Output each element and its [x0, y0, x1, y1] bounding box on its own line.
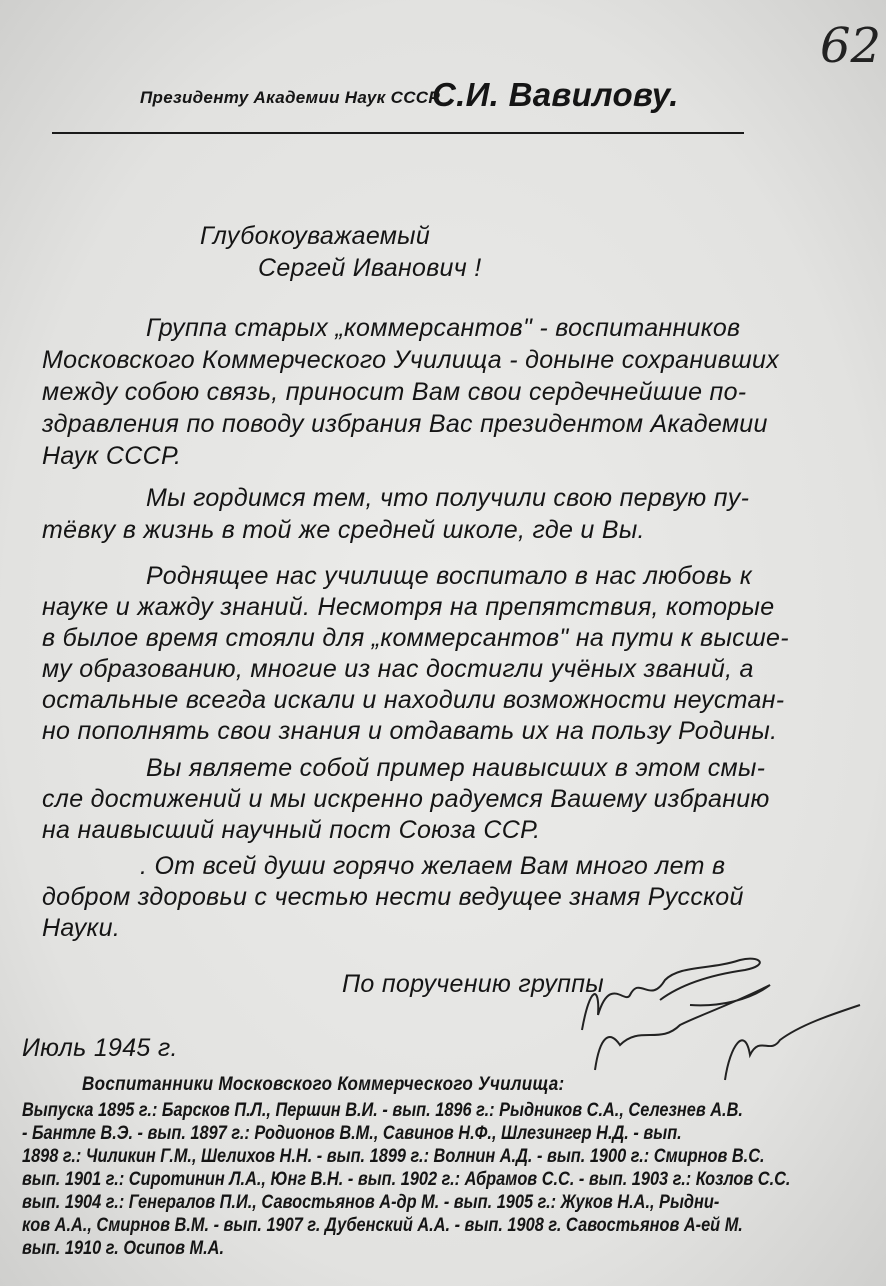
date: Июль 1945 г. [22, 1034, 178, 1062]
body-line: . От всей души горячо желаем Вам много лет в [140, 852, 726, 880]
body-line: Мы гордимся тем, что получили свою первую пу- [146, 484, 750, 512]
body-line: Наук СССР. [42, 442, 182, 470]
salutation-line-1: Глубокоуважаемый [200, 222, 431, 250]
alumni-line: 1898 г.: Чиликин Г.М., Шелихов Н.Н. - вып. 1899 г.: Волнин А.Д. - вып. 1900 г.: Смирнов В.С. [22, 1146, 765, 1167]
list-title: Воспитанники Московского Коммерческого Училища: [82, 1074, 565, 1095]
alumni-line: ков А.А., Смирнов В.М. - вып. 1907 г. Дубенский А.А. - вып. 1908 г. Савостьянов А-ей М. [22, 1215, 743, 1236]
alumni-line: вып. 1910 г. Осипов М.А. [22, 1238, 225, 1259]
body-line: Московского Коммерческого Училища - доныне сохранивших [42, 346, 780, 374]
header-prefix: Президенту Академии Наук СССР [140, 88, 440, 107]
body-line: тёвку в жизнь в той же средней школе, где и Вы. [42, 516, 645, 544]
alumni-line: вып. 1904 г.: Генералов П.И., Савостьянов А-др М. - вып. 1905 г.: Жуков Н.А., Рыдни- [22, 1192, 720, 1213]
header-divider [52, 132, 744, 134]
body-line: Роднящее нас училище воспитало в нас любовь к [146, 562, 752, 590]
body-line: Группа старых „коммерсантов" - воспитанников [146, 314, 741, 342]
page-number: 62 [820, 18, 882, 74]
body-line: Науки. [42, 914, 121, 942]
signatures [570, 945, 870, 1095]
body-line: Вы являете собой пример наивысших в этом смы- [146, 754, 766, 782]
body-line: в былое время стояли для „коммерсантов" на пути к высше- [42, 624, 789, 652]
alumni-line: Выпуска 1895 г.: Барсков П.Л., Першин В.И. - вып. 1896 г.: Рыдников С.А., Селезнев А.В. [22, 1100, 743, 1121]
body-line: между собою связь, приносит Вам свои сердечнейшие по- [42, 378, 747, 406]
body-line: на наивысший научный пост Союза ССР. [42, 816, 541, 844]
body-line: науке и жажду знаний. Несмотря на препятствия, которые [42, 593, 775, 621]
alumni-line: вып. 1901 г.: Сиротинин Л.А., Юнг В.Н. - вып. 1902 г.: Абрамов С.С. - вып. 1903 г.: Козлов С.С. [22, 1169, 791, 1190]
header-addressee: С.И. Вавилову. [432, 76, 679, 113]
alumni-line: - Бантле В.Э. - вып. 1897 г.: Родионов В.М., Савинов Н.Ф., Шлезингер Н.Д. - вып. [22, 1123, 682, 1144]
body-line: но пополнять свои знания и отдавать их на пользу Родины. [42, 717, 778, 745]
body-line: здравления по поводу избрания Вас президентом Академии [42, 410, 768, 438]
body-line: му образованию, многие из нас достигли учёных званий, а [42, 655, 754, 683]
body-line: сле достижений и мы искренно радуемся Вашему избранию [42, 785, 770, 813]
body-line: остальные всегда искали и находили возможности неустан- [42, 686, 785, 714]
salutation-line-2: Сергей Иванович ! [258, 254, 482, 282]
body-line: добром здоровьи с честью нести ведущее знамя Русской [42, 883, 744, 911]
closing-text: По поручению группы [342, 970, 604, 998]
